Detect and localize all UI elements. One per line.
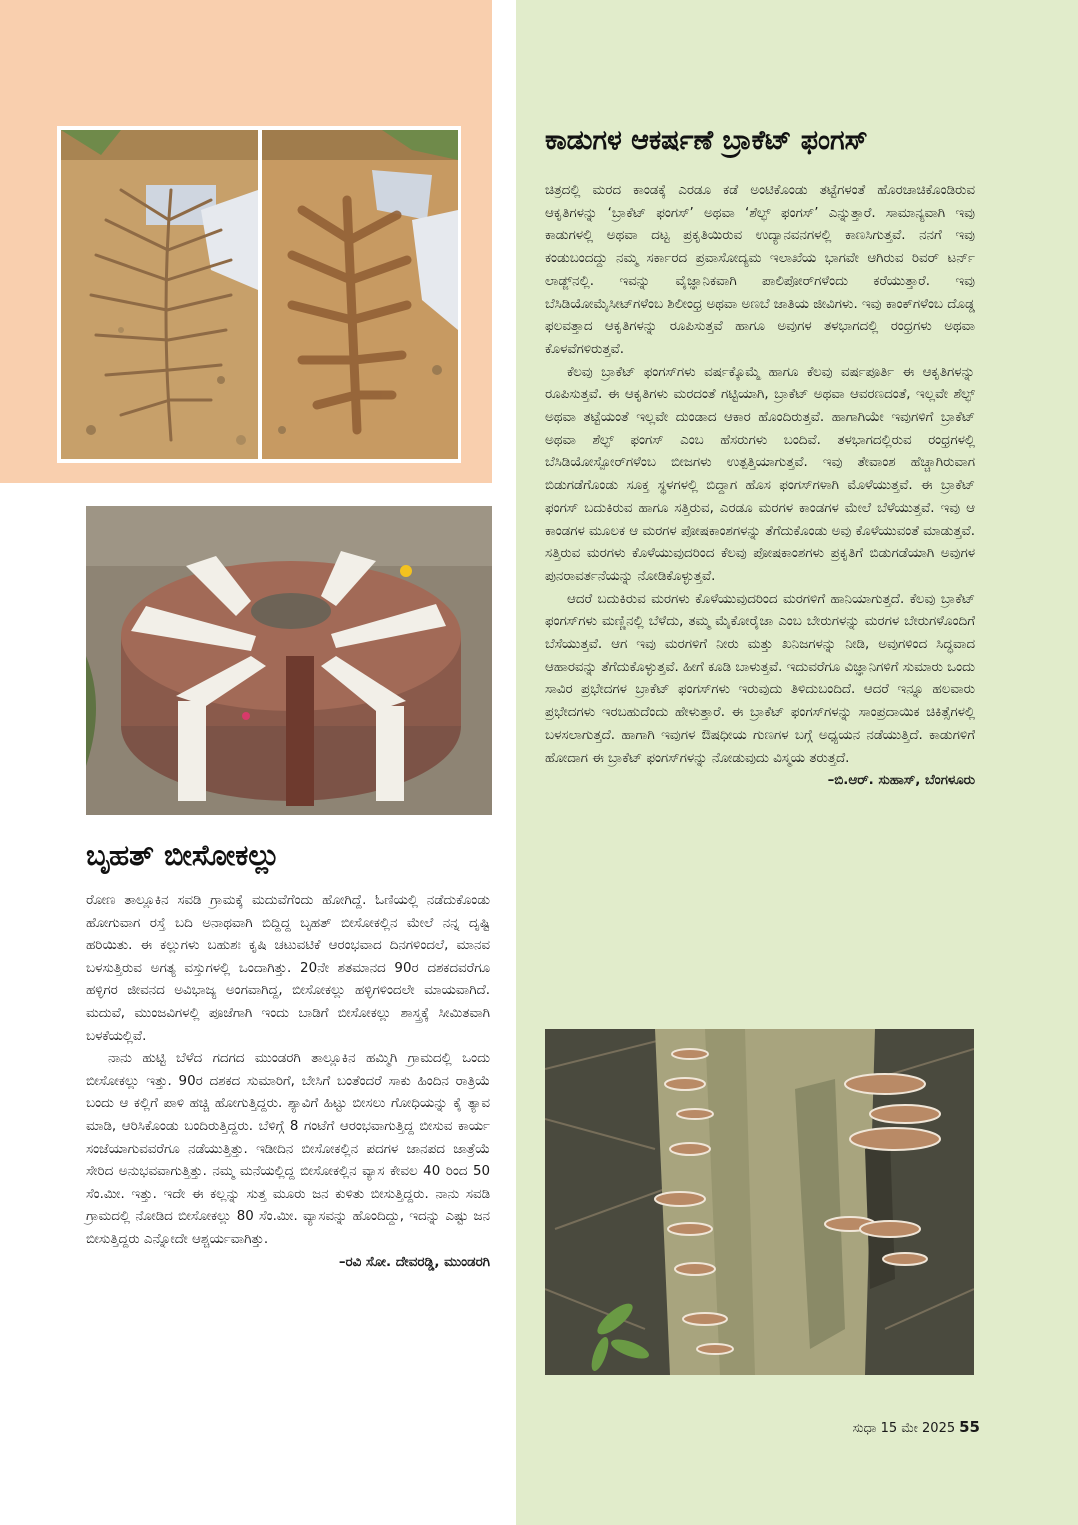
left-article-author: –ರವಿ ಸೋ. ದೇವರಡ್ಡಿ, ಮುಂಡರಗಿ: [338, 1254, 490, 1270]
page-footer: [830, 1418, 980, 1436]
left-paragraph-1: ರೋಣ ತಾಲ್ಲೂಕಿನ ಸವಡಿ ಗ್ರಾಮಕ್ಕೆ ಮದುವೆಗೆಂದು ಹೋಗಿದ್ದೆ. ಓಣಿಯಲ್ಲಿ ನಡೆದುಕೊಂಡು ಹೋಗುವಾಗ ರಸ್ತೆ ಬದಿ ಅನಾಥವಾಗಿ ಬಿದ್ದಿದ್ದ ಬೃಹತ್ ಬೀಸೋಕಲ್ಲಿನ ಮೇಲೆ ನನ್ನ ದೃಷ್ಟಿ ಹರಿಯಿತು. ಈ ಕಲ್ಲುಗಳು ಬಹುಶಃ ಕೃಷಿ ಚಟುವಟಿಕೆ ಆರಂಭವಾದ ದಿನಗಳಿಂದಲೆ, ಮಾನವ ಬಳಸುತ್ತಿರುವ ಅಗತ್ಯ ವಸ್ತುಗಳಲ್ಲಿ ಒಂದಾಗಿತ್ತು. 20ನೇ ಶತಮಾನದ 90ರ ದಶಕದವರೆಗೂ ಹಳ್ಳಿಗರ ಜೀವನದ ಅವಿಭಾಜ್ಯ ಅಂಗವಾಗಿದ್ದ, ಬೀಸೋಕಲ್ಲು ಹಳ್ಳಿಗಳಿಂದಲೇ ಮಾಯವಾಗಿದೆ. ಮದುವೆ, ಮುಂಜವಿಗಳಲ್ಲಿ ಪೂಜೆಗಾಗಿ ಇಂದು ಬಾಡಿಗೆ ಬೀಸೋಕಲ್ಲು ಶಾಸ್ತ್ರಕ್ಕೆ ಸೀಮಿತವಾಗಿ ಬಳಕೆಯಲ್ಲಿವೆ.: [86, 893, 490, 1044]
grinding-stone-photo: [86, 506, 492, 815]
leaf-imprint-photo: [262, 130, 458, 459]
right-paragraph-1: ಚಿತ್ರದಲ್ಲಿ ಮರದ ಕಾಂಡಕ್ಕೆ ಎರಡೂ ಕಡೆ ಅಂಟಿಕೊಂಡು ತಟ್ಟೆಗಳಂತೆ ಹೊರಚಾಚಿಕೊಂಡಿರುವ ಆಕೃತಿಗಳನ್ನು ‘ಬ್ರಾಕೆಟ್ ಫಂಗಸ್’ ಅಥವಾ ‘ಶೆಲ್ಫ್ ಫಂಗಸ್’ ಎನ್ನುತ್ತಾರೆ. ಸಾಮಾನ್ಯವಾಗಿ ಇವು ಕಾಡುಗಳಲ್ಲಿ ಅಥವಾ ದಟ್ಟ ಪ್ರಕೃತಿಯಿರುವ ಉದ್ಯಾನವನಗಳಲ್ಲಿ ಕಾಣಸಿಗುತ್ತವೆ. ನನಗೆ ಇವು ಕಂಡುಬಂದದ್ದು ನಮ್ಮ ಸರ್ಕಾರದ ಪ್ರವಾಸೋದ್ಯಮ ಇಲಾಖೆಯ ಭಾಗವೇ ಆಗಿರುವ ರಿವರ್ ಟರ್ನ್ ಲಾಡ್ಜ್‌ನಲ್ಲಿ. ಇವನ್ನು ವೈಜ್ಞಾನಿಕವಾಗಿ ಪಾಲಿಪೋರ್‌ಗಳೆಂದು ಕರೆಯುತ್ತಾರೆ. ಇವು ಬೆಸಿಡಿಯೋಮೈಸೀಟ್‌ಗಳೆಂಬ ಶಿಲೀಂಧ್ರ ಅಥವಾ ಅಣಬೆ ಜಾತಿಯ ಜೀವಿಗಳು. ಇವು ಕಾಂಕ್‌ಗಳೆಂಬ ದೊಡ್ಡ ಫಲವತ್ತಾದ ಆಕೃತಿಗಳನ್ನು ರೂಪಿಸುತ್ತವೆ ಹಾಗೂ ಅವುಗಳ ತಳಭಾಗದಲ್ಲಿ ರಂಧ್ರಗಳು ಅಥವಾ ಕೊಳವೆಗಳಿರುತ್ತವೆ.: [545, 183, 975, 357]
leaf-in-sand-photo: [61, 130, 258, 459]
left-article-title: ಬೃಹತ್ ಬೀಸೋಕಲ್ಲು: [86, 838, 280, 872]
right-article-body: [545, 180, 975, 793]
right-paragraph-3: ಆದರೆ ಬದುಕಿರುವ ಮರಗಳು ಕೊಳೆಯುವುದರಿಂದ ಮರಗಳಿಗೆ ಹಾನಿಯಾಗುತ್ತದೆ. ಕೆಲವು ಬ್ರಾಕೆಟ್ ಫಂಗಸ್‌ಗಳು ಮಣ್ಣಿನಲ್ಲಿ ಬೆಳೆದು, ತಮ್ಮ ಮೈಕೋರೈಜಾ ಎಂಬ ಬೇರುಗಳನ್ನು ಮರಗಳ ಬೇರುಗಳೊಂದಿಗೆ ಬೆಸೆಯುತ್ತವೆ. ಆಗ ಇವು ಮರಗಳಿಗೆ ನೀರು ಮತ್ತು ಖನಿಜಗಳನ್ನು ನೀಡಿ, ಅವುಗಳಿಂದ ಸಿದ್ಧವಾದ ಆಹಾರವನ್ನು ತೆಗೆದುಕೊಳ್ಳುತ್ತವೆ. ಹೀಗೆ ಕೂಡಿ ಬಾಳುತ್ತವೆ. ಇದುವರೆಗೂ ವಿಜ್ಞಾನಿಗಳಿಗೆ ಸುಮಾರು ಒಂದು ಸಾವಿರ ಪ್ರಭೇದಗಳ ಬ್ರಾಕೆಟ್ ಫಂಗಸ್‌ಗಳು ಇರುವುದು ತಿಳಿದುಬಂದಿದೆ. ಆದರೆ ಇನ್ನೂ ಹಲವಾರು ಪ್ರಭೇದಗಳು ಇರಬಹುದೆಂದು ಹೇಳುತ್ತಾರೆ. ಈ ಬ್ರಾಕೆಟ್ ಫಂಗಸ್‌ಗಳನ್ನು ಸಾಂಪ್ರದಾಯಿಕ ಚಿಕಿತ್ಸೆಗಳಲ್ಲಿ ಬಳಸಲಾಗುತ್ತದೆ. ಹಾಗಾಗಿ ಇವುಗಳ ಔಷಧೀಯ ಗುಣಗಳ ಬಗ್ಗೆ ಅಧ್ಯಯನ ನಡೆಯುತ್ತಿದೆ. ಕಾಡುಗಳಿಗೆ ಹೋದಾಗ ಈ ಬ್ರಾಕೆಟ್ ಫಂಗಸ್‌ಗಳನ್ನು ನೋಡುವುದು ವಿಸ್ಮಯ ತರುತ್ತದೆ.: [545, 591, 975, 766]
page-number: 55: [959, 1418, 980, 1436]
right-article-title: ಕಾಡುಗಳ ಆಕರ್ಷಣೆ ಬ್ರಾಕೆಟ್ ಫಂಗಸ್: [545, 125, 868, 156]
publication-label: ಸುಧಾ 15 ಮೇ 2025: [852, 1421, 956, 1436]
right-article-author: –ಬಿ.ಆರ್. ಸುಹಾಸ್, ಬೆಂಗಳೂರು: [827, 773, 975, 789]
bracket-fungus-photo: [545, 1029, 974, 1375]
left-paragraph-2: ನಾನು ಹುಟ್ಟಿ ಬೆಳೆದ ಗದಗದ ಮುಂಡರಗಿ ತಾಲ್ಲೂಕಿನ ಹಮ್ಮಿಗಿ ಗ್ರಾಮದಲ್ಲಿ ಒಂದು ಬೀಸೋಕಲ್ಲು ಇತ್ತು. 90ರ ದಶಕದ ಸುಮಾರಿಗೆ, ಬೇಸಿಗೆ ಬಂತೆಂದರೆ ಸಾಕು ಹಿಂದಿನ ರಾತ್ರಿಯೆ ಬಂದು ಆ ಕಲ್ಲಿಗೆ ಪಾಳಿ ಹಚ್ಚಿ ಹೋಗುತ್ತಿದ್ದರು. ಶ್ಯಾವಿಗೆ ಹಿಟ್ಟು ಬೀಸಲು ಗೋಧಿಯನ್ನು ಕೈ ತ್ಯಾವ ಮಾಡಿ, ಆರಿಸಿಕೊಂಡು ಬಂದಿರುತ್ತಿದ್ದರು. ಬೆಳಿಗ್ಗೆ 8 ಗಂಟೆಗೆ ಆರಂಭವಾಗುತ್ತಿದ್ದ ಬೀಸುವ ಕಾರ್ಯ ಸಂಜೆಯಾಗುವವರೆಗೂ ನಡೆಯುತ್ತಿತ್ತು. ಇಡೀದಿನ ಬೀಸೋಕಲ್ಲಿನ ಪದಗಳ ಜಾನಪದ ಜಾತ್ರೆಯೆ ಸೇರಿದ ಅನುಭವವಾಗುತ್ತಿತ್ತು. ನಮ್ಮ ಮನೆಯಲ್ಲಿದ್ದ ಬೀಸೋಕಲ್ಲಿನ ವ್ಯಾಸ ಕೇವಲ 40 ರಿಂದ 50 ಸೆಂ.ಮೀ. ಇತ್ತು. ಇದೇ ಈ ಕಲ್ಲನ್ನು ಸುತ್ತ ಮೂರು ಜನ ಕುಳಿತು ಬೀಸುತ್ತಿದ್ದರು. ನಾನು ಸವಡಿ ಗ್ರಾಮದಲ್ಲಿ ನೋಡಿದ ಬೀಸೋಕಲ್ಲು 80 ಸೆಂ.ಮೀ. ವ್ಯಾಸವನ್ನು ಹೊಂದಿದ್ದು, ಇದನ್ನು ಎಷ್ಟು ಜನ ಬೀಸುತ್ತಿದ್ದರು ಎನ್ನೋದೇ ಆಶ್ಚರ್ಯವಾಗಿತ್ತು.: [86, 1051, 490, 1247]
right-paragraph-2: ಕೆಲವು ಬ್ರಾಕೆಟ್ ಫಂಗಸ್‌ಗಳು ವರ್ಷಕ್ಕೊಮ್ಮೆ ಹಾಗೂ ಕೆಲವು ವರ್ಷಪೂರ್ತಿ ಈ ಆಕೃತಿಗಳನ್ನು ರೂಪಿಸುತ್ತವೆ. ಈ ಆಕೃತಿಗಳು ಮರದಂತೆ ಗಟ್ಟಿಯಾಗಿ, ಬ್ರಾಕೆಟ್ ಅಥವಾ ಆವರಣದಂತೆ, ಇಲ್ಲವೇ ಶೆಲ್ಫ್ ಅಥವಾ ತಟ್ಟೆಯಂತೆ ಇಲ್ಲವೇ ದುಂಡಾದ ಆಕಾರ ಹೊಂದಿರುತ್ತವೆ. ಹಾಗಾಗಿಯೇ ಇವುಗಳಿಗೆ ಬ್ರಾಕೆಟ್ ಅಥವಾ ಶೆಲ್ಫ್ ಫಂಗಸ್ ಎಂಬ ಹೆಸರುಗಳು ಬಂದಿವೆ. ತಳಭಾಗದಲ್ಲಿರುವ ರಂಧ್ರಗಳಲ್ಲಿ ಬೆಸಿಡಿಯೋಸ್ಪೋರ್‌ಗಳೆಂಬ ಬೀಜಗಳು ಉತ್ಪತ್ತಿಯಾಗುತ್ತವೆ. ಇವು ತೇವಾಂಶ ಹೆಚ್ಚಾಗಿರುವಾಗ ಬಿಡುಗಡೆಗೊಂಡು ಸೂಕ್ತ ಸ್ಥಳಗಳಲ್ಲಿ ಬಿದ್ದಾಗ ಹೊಸ ಫಂಗಸ್‌ಗಳಾಗಿ ಮೊಳೆಯುತ್ತವೆ. ಈ ಬ್ರಾಕೆಟ್ ಫಂಗಸ್ ಬದುಕಿರುವ ಹಾಗೂ ಸತ್ತಿರುವ, ಎರಡೂ ಮರಗಳ ಕಾಂಡಗಳ ಮೇಲೆ ಬೆಳೆಯುತ್ತವೆ. ಇವು ಆ ಕಾಂಡಗಳ ಮೂಲಕ ಆ ಮರಗಳ ಪೋಷಕಾಂಶಗಳನ್ನು ತೆಗೆದುಕೊಂಡು ಅವು ಕೊಳೆಯುವಂತೆ ಮಾಡುತ್ತವೆ. ಸತ್ತಿರುವ ಮರಗಳು ಕೊಳೆಯುವುದರಿಂದ ಕೆಲವು ಪೋಷಕಾಂಶಗಳು ಪ್ರಕೃತಿಗೆ ಬಿಡುಗಡೆಯಾಗಿ ಅವುಗಳ ಪುನರಾವರ್ತನೆಯನ್ನು ನೋಡಿಕೊಳ್ಳುತ್ತವೆ.: [545, 364, 975, 584]
left-article-body: [86, 890, 490, 1274]
